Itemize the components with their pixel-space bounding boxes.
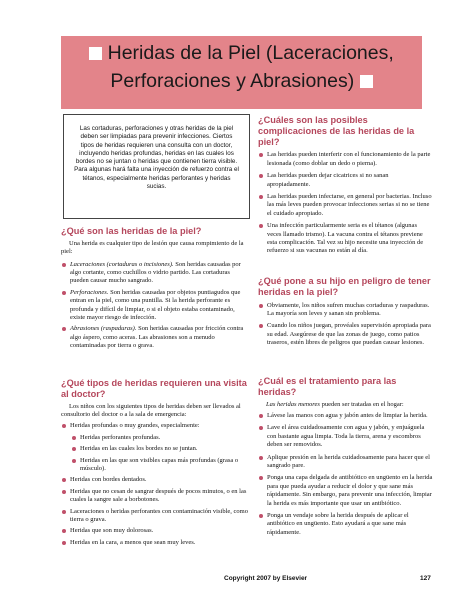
list-item: Laceraciones (cortaduras o incisiones). Son heridas causadas por algo cortante, como cuchillos o vidrio partido. Las cortaduras pueden causar mucho sangrado. bbox=[61, 261, 249, 286]
list-item: Heridas en las que son visibles capas más profundas (grasa o músculo). bbox=[71, 457, 249, 474]
section-heading: ¿Cuáles son las posibles complicaciones de las heridas de la piel? bbox=[258, 115, 415, 147]
section-heading: ¿Qué tipos de heridas requieren una visita al doctor? bbox=[61, 378, 247, 399]
list-item: Heridas profundas o muy grandes, especialmente: bbox=[61, 422, 249, 430]
list-item: Laceraciones o heridas perforantes con contaminación visible, como tierra o grava. bbox=[61, 508, 249, 525]
list-item: Lave el área cuidadosamente con agua y jabón, y enjuáguela con bastante agua limpia. Toda la tierra, arena y escombros deben ser removidos. bbox=[258, 424, 433, 449]
title-banner bbox=[61, 36, 422, 109]
list-item: Una infección particularmente seria es el tétanos (algunas veces llamado trismo). La vacuna contra el tétanos previene esta complicación. Tal vez su hijo necesite una inyección de refuerzo si sus vacunas no están al día. bbox=[258, 222, 433, 256]
list-item: Heridas que no cesan de sangrar después de pocos minutos, o en las cuales la sangre sale a borbotones. bbox=[61, 488, 249, 505]
page-title-line1: Heridas de la Piel (Laceraciones, bbox=[107, 42, 394, 64]
list-item: Aplique presión en la herida cuidadosamente para hacer que el sangrado pare. bbox=[258, 454, 433, 471]
copyright: Copyright 2007 by Elsevier bbox=[224, 575, 308, 582]
section-intro: Una herida es cualquier tipo de lesión que causa rompimiento de la piel: bbox=[61, 239, 244, 256]
list-item: Las heridas pueden dejar cicatrices si no sanan apropiadamente. bbox=[258, 172, 433, 189]
square-icon bbox=[360, 75, 373, 88]
list-item: Ponga una capa delgada de antibiótico en ungüento en la herida para que pueda ayudar a reducir el dolor y que sane más rápidamente. Sin embargo, para prevenir una infección, limpiar la herida es más importante que usar un antibiótico. bbox=[258, 474, 433, 508]
section-heading: ¿Qué son las heridas de la piel? bbox=[61, 226, 202, 236]
complications-list bbox=[258, 151, 433, 255]
wound-types-list bbox=[61, 261, 249, 351]
right-column-middle bbox=[258, 276, 433, 348]
left-column-bottom bbox=[61, 378, 249, 547]
list-item: Las heridas pueden interferir con el funcionamiento de la parte lesionada (como doblar un dedo o pierna). bbox=[258, 151, 433, 168]
list-item: Obviamente, los niños sufren muchas cortaduras y raspaduras. La mayoría son leves y sanan sin problema. bbox=[258, 302, 433, 319]
page-number: 127 bbox=[420, 575, 431, 582]
list-item: Lávese las manos con agua y jabón antes de limpiar la herida. bbox=[258, 412, 433, 420]
page-title-line2: Perforaciones y Abrasiones) bbox=[110, 70, 355, 92]
list-item: Heridas perforantes profundas. bbox=[71, 434, 249, 442]
section-heading: ¿Qué pone a su hijo en peligro de tener heridas en la piel? bbox=[258, 276, 431, 297]
risk-list bbox=[258, 302, 433, 348]
right-column-top bbox=[258, 115, 433, 256]
section-intro: Las heridas menores pueden ser tratadas en el hogar: bbox=[266, 400, 404, 408]
list-item: Heridas con bordes dentados. bbox=[61, 476, 249, 484]
section-intro: Los niños con los siguientes tipos de heridas deben ser llevados al consultorio del doctor o a la sala de emergencia: bbox=[61, 402, 241, 418]
list-item: Heridas en las cuales los bordes no se juntan. bbox=[71, 445, 249, 453]
intro-text: Las cortaduras, perforaciones y otras heridas de la piel deben ser limpiadas para prevenir infecciones. Ciertos tipos de heridas requieren una consulta con un doctor, incluyendo heridas profundas, heridas en las cuales los bordes no se juntan o heridas que contienen tierra visible. Para algunas hará falta una inyección de refuerzo contra el tétanos, especialmente heridas perforantes y heridas sucias. bbox=[74, 125, 239, 191]
list-item: Cuando los niños juegan, provéales supervisión apropiada para su edad. Asegúrese de que las zonas de juego, como patios traseros, estén libres de peligros que puedan causar lesiones. bbox=[258, 322, 433, 347]
square-icon bbox=[89, 47, 102, 60]
section-heading: ¿Cuál es el tratamiento para las heridas? bbox=[258, 376, 397, 397]
treatment-list bbox=[258, 412, 433, 537]
list-item: Las heridas pueden infectarse, en general por bacterias. Incluso las más leves pueden provocar infecciones serias si no se tiene el cuidado apropiado. bbox=[258, 193, 433, 218]
list-item: Abrasiones (raspaduras). Son heridas causadas por fricción contra algo áspero, como aceras. Las abrasiones son a menudo contaminadas por tierra o grava. bbox=[61, 325, 249, 350]
doctor-visit-list bbox=[61, 422, 249, 547]
list-item: Perforaciones. Son heridas causadas por objetos puntiagudos que entran en la piel, como una puntilla. Si la herida perforante es profunda y difícil de limpiar, o si el objeto estaba contaminado, existe mayor riesgo de infección. bbox=[61, 289, 249, 323]
intro-box bbox=[63, 114, 250, 219]
list-item: Heridas en la cara, a menos que sean muy leves. bbox=[61, 539, 249, 547]
right-column-bottom bbox=[258, 376, 433, 537]
left-column-top bbox=[61, 226, 249, 351]
list-item: Ponga un vendaje sobre la herida después de aplicar el antibiótico en ungüento. Esto ayudará a que sane más rápidamente. bbox=[258, 512, 433, 537]
list-item: Heridas que son muy dolorosas. bbox=[61, 527, 249, 535]
